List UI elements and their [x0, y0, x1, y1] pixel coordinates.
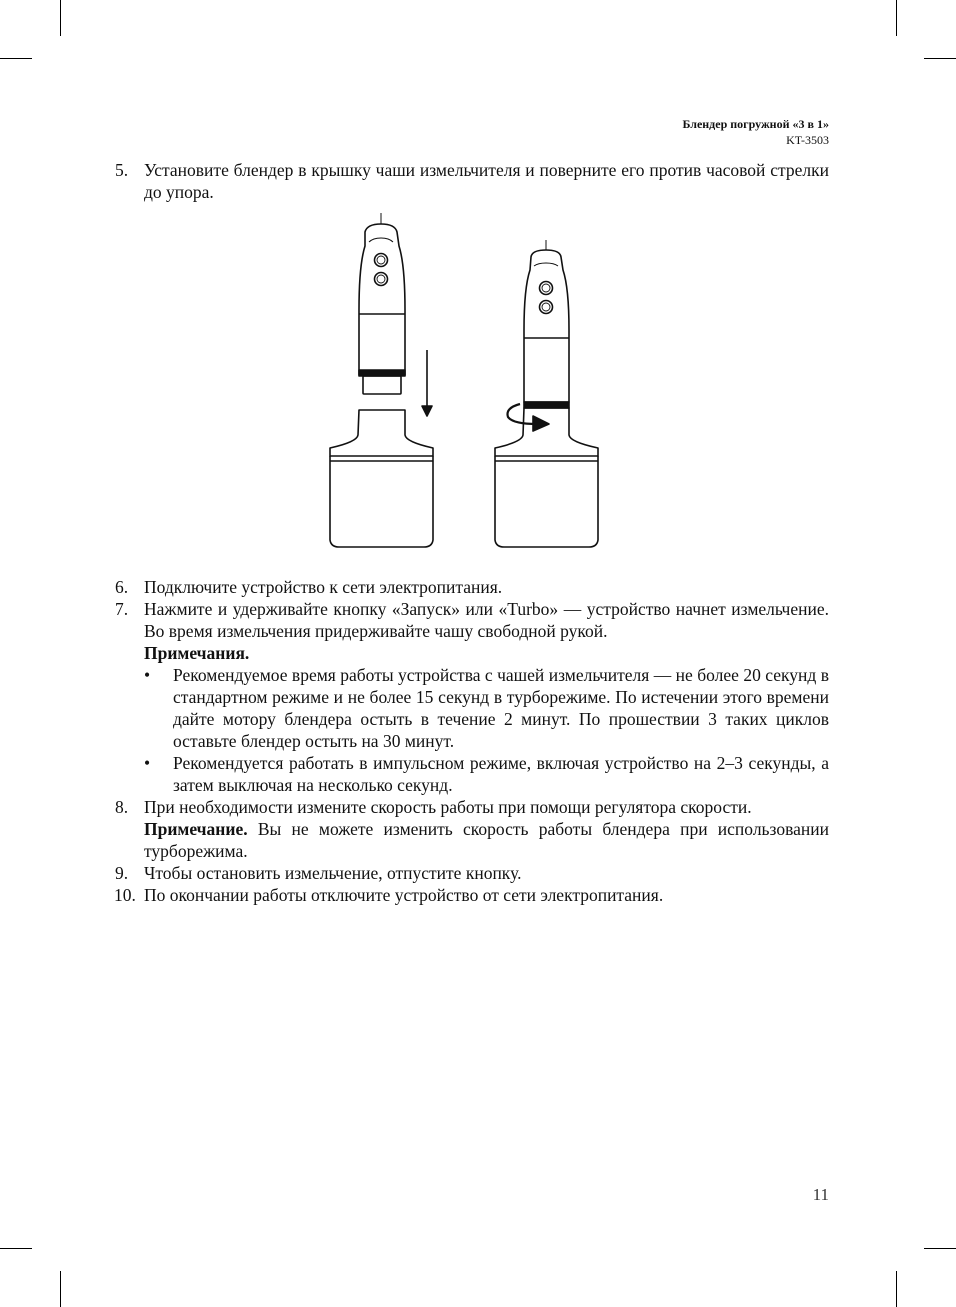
assembly-illustration [325, 210, 605, 555]
note-text: Вы не можете изменить скорость работы блендера при использовании турборежима. [144, 819, 829, 861]
note-item [144, 664, 829, 752]
chopper-bowl-left [330, 410, 433, 547]
step-9 [115, 862, 829, 884]
blender-motor-unit-left [359, 213, 405, 394]
note-text: Рекомендуемое время работы устройства с чашей измельчителя — не более 20 секунд в стандартном режиме и не более 15 секунд в турборежиме. По истечении этого времени дайте мотору блендера остыть в течение 2 минут. По прошествии 3 таких циклов оставьте блендер остыть на 30 минут. [173, 665, 829, 751]
step-8 [115, 796, 829, 862]
crop-mark [60, 0, 61, 36]
header-model: KT-3503 [786, 133, 829, 147]
step-number: 6. [115, 577, 129, 597]
running-header [682, 116, 829, 148]
header-title: Блендер погружной «3 в 1» [682, 117, 829, 131]
bullet-icon: • [144, 665, 151, 685]
step-7 [115, 598, 829, 642]
step-10 [115, 884, 829, 906]
notes-title: Примечания. [144, 643, 250, 663]
bullet-icon: • [144, 753, 151, 773]
blender-motor-unit-right [524, 240, 569, 408]
crop-mark [60, 1271, 61, 1307]
chopper-bowl-right [495, 408, 598, 547]
step-text: При необходимости измените скорость работы при помощи регулятора скорости. [144, 797, 752, 817]
step-number: 5. [115, 160, 129, 180]
note-item [144, 752, 829, 796]
crop-mark [924, 58, 956, 59]
step-text: Чтобы остановить измельчение, отпустите кнопку. [144, 863, 522, 883]
step-number: 9. [115, 863, 129, 883]
page-number: 11 [812, 1185, 829, 1204]
step-text: По окончании работы отключите устройство от сети электропитания. [144, 885, 664, 905]
arrow-down-icon [422, 350, 432, 416]
crop-mark [924, 1248, 956, 1249]
step-number: 10. [114, 885, 136, 905]
step-6 [115, 576, 829, 598]
step-5 [115, 159, 829, 203]
step-text: Установите блендер в крышку чаши измельчителя и поверните его против часовой стрелки до упора. [144, 160, 829, 202]
crop-mark [0, 1248, 32, 1249]
notes-block [115, 642, 829, 796]
note-label: Примечание. [144, 819, 248, 839]
step-text: Нажмите и удерживайте кнопку «Запуск» или «Turbo» — устройство начнет измельчение. Во время измельчения придерживайте чашу свободной рукой. [144, 599, 829, 641]
step-number: 7. [115, 599, 129, 619]
step-number: 8. [115, 797, 129, 817]
crop-mark [896, 0, 897, 36]
note-text: Рекомендуется работать в импульсном режиме, включая устройство на 2–3 секунды, а затем выключая на несколько секунд. [173, 753, 829, 795]
crop-mark [896, 1271, 897, 1307]
crop-mark [0, 58, 32, 59]
step-text: Подключите устройство к сети электропитания. [144, 577, 503, 597]
